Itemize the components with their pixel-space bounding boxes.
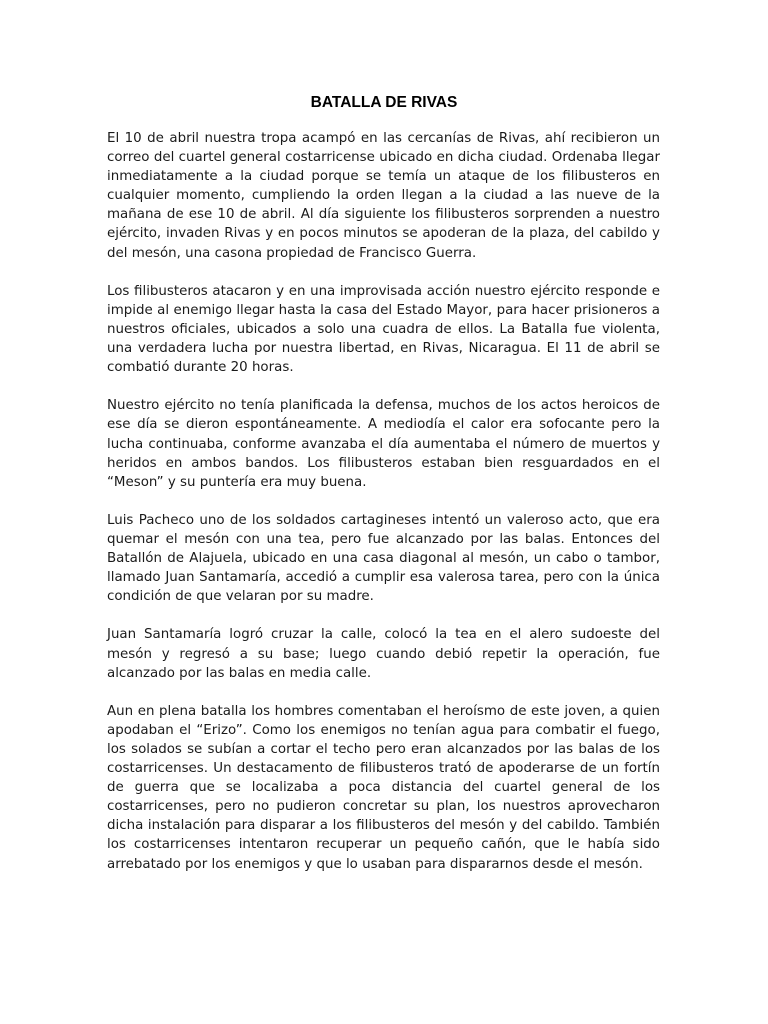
paragraph: Luis Pacheco uno de los soldados cartagineses intentó un valeroso acto, que era quemar el mesón con una tea, pero fue alcanzado por las balas. Entonces del Batallón de Alajuela, ubicado en una casa diagonal al mesón, un cabo o tambor, llamado Juan Santamaría, accedió a cumplir esa valerosa tarea, pero con la única condición de que velaran por su madre.	[107, 512, 660, 605]
paragraph: El 10 de abril nuestra tropa acampó en las cercanías de Rivas, ahí recibieron un correo del cuartel general costarricense ubicado en dicha ciudad. Ordenaba llegar inmediatamente a la ciudad porque se temía un ataque de los filibusteros en cualquier momento, cumpliendo la orden llegan a la ciudad a las nueve de la mañana de ese 10 de abril. Al día siguiente los filibusteros sorprenden a nuestro ejército, invaden Rivas y en pocos minutos se apoderan de la plaza, del cabildo y del mesón, una casona propiedad de Francisco Guerra.	[107, 131, 660, 261]
page-title: BATALLA DE RIVAS	[310, 94, 458, 111]
paragraph: Aun en plena batalla los hombres comentaban el heroísmo de este joven, a quien apodaban el “Erizo”. Como los enemigos no tenían agua para combatir el fuego, los solados se subían a cortar el techo pero eran alcanzados por las balas de los costarricenses. Un destacamento de filibusteros trató de apoderarse de un fortín de guerra que se localizaba a poca distancia del cuartel general de los costarricenses, pero no pudieron concretar su plan, los nuestros aprovecharon dicha instalación para disparar a los filibusteros del mesón y del cabildo. También los costarricenses intentaron recuperar un pequeño cañón, que le había sido arrebatado por los enemigos y que lo usaban para dispararnos desde el mesón.	[107, 703, 660, 872]
document-body	[107, 129, 660, 893]
paragraph: Nuestro ejército no tenía planificada la defensa, muchos de los actos heroicos de ese día se dieron espontáneamente. A mediodía el calor era sofocante pero la lucha continuaba, conforme avanzaba el día aumentaba el número de muertos y heridos en ambos bandos. Los filibusteros estaban bien resguardados en el “Meson” y su puntería era muy buena.	[107, 398, 660, 490]
paragraph: Juan Santamaría logró cruzar la calle, colocó la tea en el alero sudoeste del mesón y regresó a su base; luego cuando debió repetir la operación, fue alcanzado por las balas en media calle.	[107, 627, 660, 681]
paragraph: Los filibusteros atacaron y en una improvisada acción nuestro ejército responde e impide al enemigo llegar hasta la casa del Estado Mayor, para hacer prisioneros a nuestros oficiales, ubicados a solo una cuadra de ellos. La Batalla fue violenta, una verdadera lucha por nuestra libertad, en Rivas, Nicaragua. El 11 de abril se combatió durante 20 horas.	[107, 283, 660, 376]
